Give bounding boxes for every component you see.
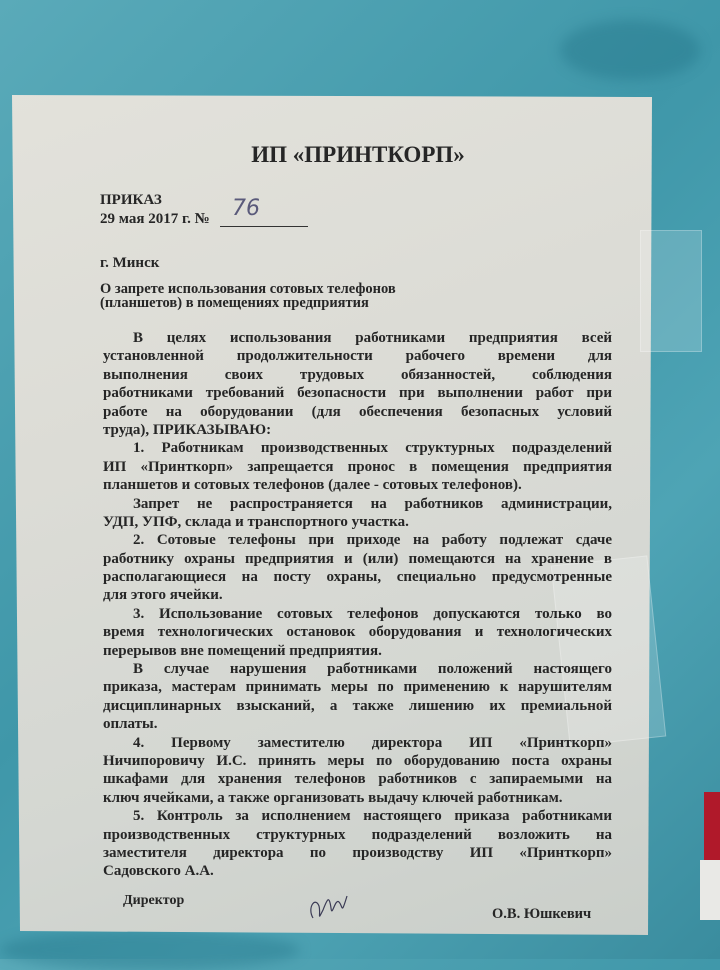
- paragraph-line: работе на оборудовании (для обеспечения безопасных условий: [103, 403, 612, 420]
- paragraph-line: В целях использования работниками предприятия всей: [133, 330, 612, 346]
- paragraph-line: Ничипоровичу И.С. принять меры по оборудованию поста охраны: [103, 752, 612, 769]
- paragraph-line: работнику охраны предприятия и (или) помещаются на хранение в: [103, 550, 612, 567]
- order-label: ПРИКАЗ: [100, 192, 162, 208]
- paragraph-line: 4. Первому заместителю директора ИП «Принткорп»: [133, 734, 612, 751]
- paragraph-line: работниками требований безопасности при выполнении работ при: [103, 385, 612, 402]
- order-date: 29 мая 2017 г. №: [100, 211, 210, 227]
- signatory-name: О.В. Юшкевич: [492, 906, 592, 922]
- paragraph-line: заместителя директора по производству ИП «Принткорп»: [103, 844, 612, 861]
- paragraph-line: производственных структурных подразделений возложить на: [103, 826, 612, 843]
- red-sticker: [704, 792, 720, 860]
- paragraph-line: Садовского А.А.: [103, 863, 214, 880]
- wall-stain: [0, 930, 300, 970]
- paragraph-line: шкафами для хранения телефонов работников с запираемыми на: [103, 771, 612, 788]
- paragraph-line: 5. Контроль за исполнением настоящего приказа работниками: [133, 808, 612, 825]
- paragraph-line: 2. Сотовые телефоны при приходе на работу подлежат сдаче: [133, 532, 612, 549]
- paragraph-line: 3. Использование сотовых телефонов допускаются только во: [133, 605, 612, 622]
- paragraph-line: труда), ПРИКАЗЫВАЮ:: [103, 421, 272, 438]
- paragraph-line: установленной продолжительности рабочего времени для: [103, 348, 612, 365]
- order-body: [103, 329, 612, 881]
- paragraph-line: ключ ячейками, а также организовать выдачу ключей работникам.: [103, 789, 563, 806]
- paragraph-line: УДП, УПФ, склада и транспортного участка.: [103, 513, 409, 530]
- signature: [305, 888, 355, 928]
- paragraph-line: 1. Работникам производственных структурных подразделений: [133, 440, 612, 457]
- paragraph-line: выполнения своих трудовых обязанностей, соблюдения: [103, 366, 612, 383]
- paragraph-line: планшетов и сотовых телефонов (далее - сотовых телефонов).: [103, 477, 522, 494]
- paragraph-line: располагающиеся на посту охраны, специально предусмотренные: [103, 569, 612, 586]
- wall-stain: [560, 20, 700, 80]
- paragraph-line: для этого ячейки.: [103, 587, 223, 604]
- white-sticker: [700, 860, 720, 920]
- paragraph-line: приказа, мастерам принимать меры по применению к нарушителям: [103, 679, 612, 696]
- paragraph-line: ИП «Принткорп» запрещается пронос в помещения предприятия: [103, 458, 612, 475]
- signatory-title: Директор: [123, 893, 185, 908]
- paragraph-line: В случае нарушения работниками положений настоящего: [133, 661, 612, 678]
- paragraph-line: Запрет не распространяется на работников администрации,: [133, 495, 612, 512]
- paragraph-line: оплаты.: [103, 716, 158, 733]
- subject-line: О запрете использования сотовых телефонов: [100, 281, 396, 297]
- company-title: ИП «ПРИНТКОРП»: [251, 142, 465, 167]
- paragraph-line: перерывов вне помещений предприятия.: [103, 642, 382, 659]
- tape: [640, 230, 702, 352]
- city: г. Минск: [100, 255, 160, 271]
- subject-line: (планшетов) в помещениях предприятия: [100, 295, 369, 311]
- order-number-handwritten: 76: [232, 196, 260, 221]
- paragraph-line: время технологических остановок оборудования и технологических: [103, 624, 612, 641]
- paragraph-line: дисциплинарных взысканий, а также лишению их премиальной: [103, 697, 612, 714]
- number-underline: [220, 226, 308, 227]
